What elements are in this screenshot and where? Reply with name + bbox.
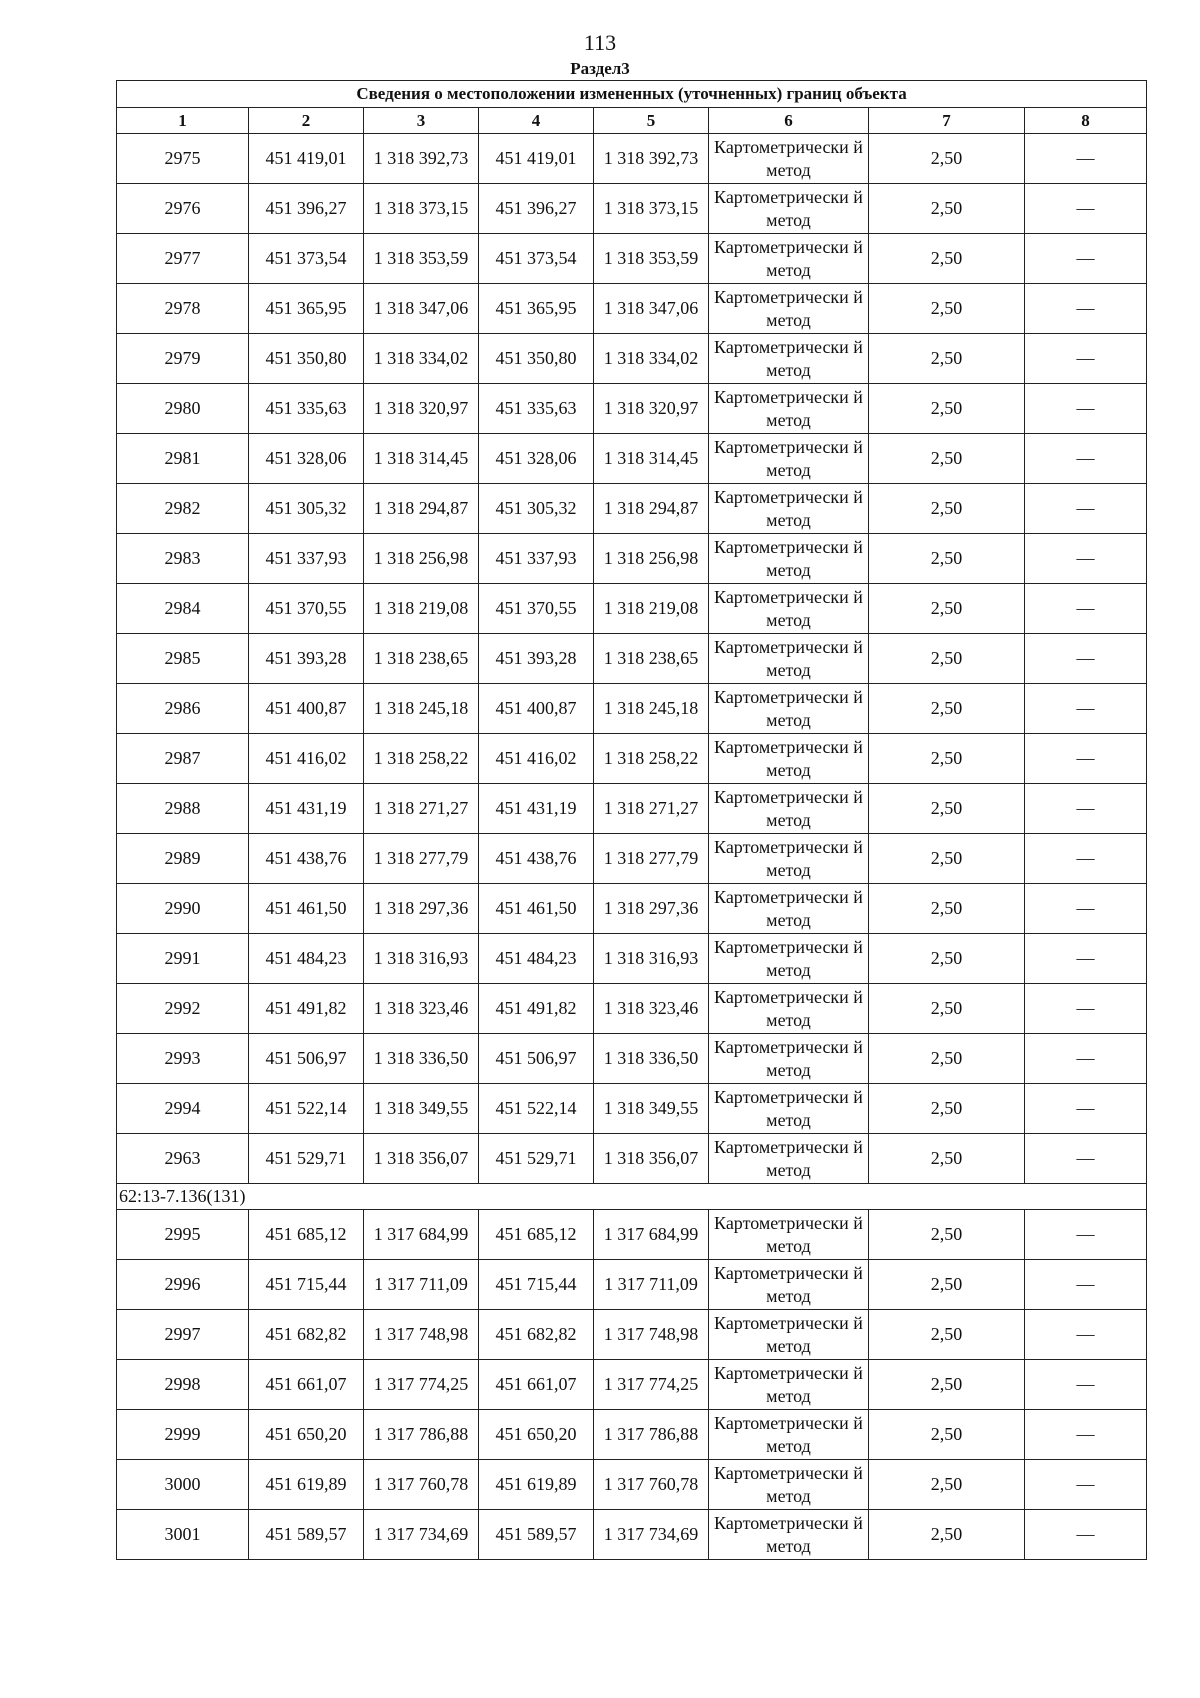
precision-cell: 2,50 <box>869 1410 1025 1460</box>
x-coordinate: 451 419,01 <box>249 134 364 184</box>
point-number: 2979 <box>117 334 249 384</box>
table-row <box>117 334 1147 384</box>
x-coordinate-new: 451 393,28 <box>479 634 594 684</box>
y-coordinate-new: 1 318 353,59 <box>594 234 709 284</box>
precision-cell: 2,50 <box>869 1260 1025 1310</box>
y-coordinate: 1 318 256,98 <box>364 534 479 584</box>
y-coordinate-new: 1 318 347,06 <box>594 284 709 334</box>
x-coordinate: 451 650,20 <box>249 1410 364 1460</box>
column-number: 7 <box>869 108 1025 134</box>
x-coordinate: 451 438,76 <box>249 834 364 884</box>
dash-cell: — <box>1025 484 1147 534</box>
x-coordinate-new: 451 438,76 <box>479 834 594 884</box>
dash-cell: — <box>1025 884 1147 934</box>
table-row <box>117 1134 1147 1184</box>
precision-cell: 2,50 <box>869 234 1025 284</box>
dash-cell: — <box>1025 1410 1147 1460</box>
dash-cell: — <box>1025 1360 1147 1410</box>
y-coordinate-new: 1 317 786,88 <box>594 1410 709 1460</box>
x-coordinate: 451 328,06 <box>249 434 364 484</box>
method-cell: Картометрически й метод <box>709 1034 869 1084</box>
dash-cell: — <box>1025 1310 1147 1360</box>
precision-cell: 2,50 <box>869 734 1025 784</box>
method-cell: Картометрически й метод <box>709 784 869 834</box>
point-number: 2982 <box>117 484 249 534</box>
x-coordinate-new: 451 365,95 <box>479 284 594 334</box>
table-row <box>117 984 1147 1034</box>
point-number: 2978 <box>117 284 249 334</box>
method-cell: Картометрически й метод <box>709 1460 869 1510</box>
precision-cell: 2,50 <box>869 1134 1025 1184</box>
dash-cell: — <box>1025 784 1147 834</box>
x-coordinate-new: 451 682,82 <box>479 1310 594 1360</box>
point-number: 2997 <box>117 1310 249 1360</box>
method-cell: Картометрически й метод <box>709 634 869 684</box>
x-coordinate: 451 461,50 <box>249 884 364 934</box>
y-coordinate: 1 318 258,22 <box>364 734 479 784</box>
point-number: 2994 <box>117 1084 249 1134</box>
method-cell: Картометрически й метод <box>709 584 869 634</box>
y-coordinate-new: 1 318 258,22 <box>594 734 709 784</box>
method-cell: Картометрически й метод <box>709 1360 869 1410</box>
method-cell: Картометрически й метод <box>709 934 869 984</box>
point-number: 2984 <box>117 584 249 634</box>
x-coordinate-new: 451 431,19 <box>479 784 594 834</box>
dash-cell: — <box>1025 534 1147 584</box>
table-row <box>117 1084 1147 1134</box>
table-row <box>117 284 1147 334</box>
group-label: 62:13-7.136(131) <box>117 1184 1147 1210</box>
y-coordinate-new: 1 318 316,93 <box>594 934 709 984</box>
x-coordinate: 451 416,02 <box>249 734 364 784</box>
dash-cell: — <box>1025 684 1147 734</box>
y-coordinate-new: 1 317 760,78 <box>594 1460 709 1510</box>
table-row <box>117 134 1147 184</box>
y-coordinate-new: 1 318 277,79 <box>594 834 709 884</box>
y-coordinate-new: 1 318 349,55 <box>594 1084 709 1134</box>
point-number: 2983 <box>117 534 249 584</box>
method-cell: Картометрически й метод <box>709 434 869 484</box>
dash-cell: — <box>1025 934 1147 984</box>
point-number: 2992 <box>117 984 249 1034</box>
method-cell: Картометрически й метод <box>709 1510 869 1560</box>
y-coordinate: 1 318 297,36 <box>364 884 479 934</box>
precision-cell: 2,50 <box>869 134 1025 184</box>
point-number: 2963 <box>117 1134 249 1184</box>
section-title: Раздел3 <box>570 59 630 78</box>
y-coordinate-new: 1 318 271,27 <box>594 784 709 834</box>
y-coordinate: 1 317 748,98 <box>364 1310 479 1360</box>
table-row <box>117 834 1147 884</box>
x-coordinate: 451 350,80 <box>249 334 364 384</box>
y-coordinate-new: 1 318 294,87 <box>594 484 709 534</box>
method-cell: Картометрически й метод <box>709 1310 869 1360</box>
column-number: 1 <box>117 108 249 134</box>
y-coordinate: 1 318 392,73 <box>364 134 479 184</box>
table-row <box>117 434 1147 484</box>
precision-cell: 2,50 <box>869 934 1025 984</box>
precision-cell: 2,50 <box>869 584 1025 634</box>
x-coordinate-new: 451 400,87 <box>479 684 594 734</box>
y-coordinate: 1 318 334,02 <box>364 334 479 384</box>
point-number: 2991 <box>117 934 249 984</box>
dash-cell: — <box>1025 334 1147 384</box>
table-row <box>117 384 1147 434</box>
table-row <box>117 684 1147 734</box>
dash-cell: — <box>1025 184 1147 234</box>
y-coordinate-new: 1 317 711,09 <box>594 1260 709 1310</box>
column-number: 5 <box>594 108 709 134</box>
x-coordinate-new: 451 370,55 <box>479 584 594 634</box>
method-cell: Картометрически й метод <box>709 1084 869 1134</box>
precision-cell: 2,50 <box>869 284 1025 334</box>
y-coordinate: 1 318 245,18 <box>364 684 479 734</box>
table-row <box>117 1510 1147 1560</box>
table-row <box>117 1410 1147 1460</box>
column-number: 3 <box>364 108 479 134</box>
x-coordinate-new: 451 416,02 <box>479 734 594 784</box>
y-coordinate: 1 317 734,69 <box>364 1510 479 1560</box>
precision-cell: 2,50 <box>869 1310 1025 1360</box>
point-number: 2976 <box>117 184 249 234</box>
precision-cell: 2,50 <box>869 984 1025 1034</box>
x-coordinate-new: 451 350,80 <box>479 334 594 384</box>
y-coordinate-new: 1 318 219,08 <box>594 584 709 634</box>
precision-cell: 2,50 <box>869 784 1025 834</box>
table-row <box>117 584 1147 634</box>
precision-cell: 2,50 <box>869 1460 1025 1510</box>
method-cell: Картометрически й метод <box>709 1260 869 1310</box>
page-number: 113 <box>583 30 617 55</box>
dash-cell: — <box>1025 734 1147 784</box>
point-number: 2987 <box>117 734 249 784</box>
x-coordinate-new: 451 461,50 <box>479 884 594 934</box>
point-number: 2998 <box>117 1360 249 1410</box>
method-cell: Картометрически й метод <box>709 884 869 934</box>
x-coordinate-new: 451 589,57 <box>479 1510 594 1560</box>
precision-cell: 2,50 <box>869 834 1025 884</box>
method-cell: Картометрически й метод <box>709 334 869 384</box>
y-coordinate: 1 318 373,15 <box>364 184 479 234</box>
x-coordinate-new: 451 484,23 <box>479 934 594 984</box>
point-number: 2977 <box>117 234 249 284</box>
precision-cell: 2,50 <box>869 684 1025 734</box>
x-coordinate: 451 491,82 <box>249 984 364 1034</box>
dash-cell: — <box>1025 1034 1147 1084</box>
group-row <box>117 1184 1147 1210</box>
x-coordinate: 451 337,93 <box>249 534 364 584</box>
y-coordinate-new: 1 317 748,98 <box>594 1310 709 1360</box>
y-coordinate-new: 1 318 373,15 <box>594 184 709 234</box>
method-cell: Картометрически й метод <box>709 734 869 784</box>
column-number: 8 <box>1025 108 1147 134</box>
x-coordinate-new: 451 685,12 <box>479 1210 594 1260</box>
x-coordinate: 451 484,23 <box>249 934 364 984</box>
y-coordinate: 1 318 323,46 <box>364 984 479 1034</box>
y-coordinate-new: 1 318 245,18 <box>594 684 709 734</box>
y-coordinate: 1 318 219,08 <box>364 584 479 634</box>
table-row <box>117 234 1147 284</box>
y-coordinate-new: 1 318 356,07 <box>594 1134 709 1184</box>
method-cell: Картометрически й метод <box>709 984 869 1034</box>
method-cell: Картометрически й метод <box>709 1410 869 1460</box>
y-coordinate-new: 1 318 256,98 <box>594 534 709 584</box>
y-coordinate-new: 1 318 392,73 <box>594 134 709 184</box>
dash-cell: — <box>1025 1260 1147 1310</box>
dash-cell: — <box>1025 234 1147 284</box>
table-row <box>117 1360 1147 1410</box>
precision-cell: 2,50 <box>869 334 1025 384</box>
column-number-row <box>117 108 1147 134</box>
y-coordinate-new: 1 318 334,02 <box>594 334 709 384</box>
x-coordinate: 451 335,63 <box>249 384 364 434</box>
dash-cell: — <box>1025 1084 1147 1134</box>
dash-cell: — <box>1025 384 1147 434</box>
method-cell: Картометрически й метод <box>709 1134 869 1184</box>
precision-cell: 2,50 <box>869 634 1025 684</box>
table-row <box>117 884 1147 934</box>
x-coordinate: 451 589,57 <box>249 1510 364 1560</box>
x-coordinate: 451 370,55 <box>249 584 364 634</box>
precision-cell: 2,50 <box>869 1360 1025 1410</box>
point-number: 2981 <box>117 434 249 484</box>
point-number: 2995 <box>117 1210 249 1260</box>
x-coordinate-new: 451 373,54 <box>479 234 594 284</box>
y-coordinate: 1 318 314,45 <box>364 434 479 484</box>
table-title: Сведения о местоположении измененных (уточненных) границ объекта <box>117 81 1147 108</box>
y-coordinate-new: 1 318 297,36 <box>594 884 709 934</box>
table-row <box>117 784 1147 834</box>
method-cell: Картометрически й метод <box>709 1210 869 1260</box>
precision-cell: 2,50 <box>869 484 1025 534</box>
x-coordinate: 451 661,07 <box>249 1360 364 1410</box>
y-coordinate: 1 318 294,87 <box>364 484 479 534</box>
x-coordinate: 451 373,54 <box>249 234 364 284</box>
point-number: 2999 <box>117 1410 249 1460</box>
dash-cell: — <box>1025 434 1147 484</box>
x-coordinate-new: 451 337,93 <box>479 534 594 584</box>
point-number: 3000 <box>117 1460 249 1510</box>
point-number: 2996 <box>117 1260 249 1310</box>
table-row <box>117 1460 1147 1510</box>
method-cell: Картометрически й метод <box>709 534 869 584</box>
y-coordinate: 1 317 760,78 <box>364 1460 479 1510</box>
y-coordinate: 1 318 238,65 <box>364 634 479 684</box>
method-cell: Картометрически й метод <box>709 484 869 534</box>
x-coordinate-new: 451 619,89 <box>479 1460 594 1510</box>
x-coordinate-new: 451 335,63 <box>479 384 594 434</box>
table-row <box>117 484 1147 534</box>
x-coordinate-new: 451 305,32 <box>479 484 594 534</box>
dash-cell: — <box>1025 284 1147 334</box>
point-number: 2986 <box>117 684 249 734</box>
x-coordinate-new: 451 506,97 <box>479 1034 594 1084</box>
y-coordinate: 1 318 353,59 <box>364 234 479 284</box>
precision-cell: 2,50 <box>869 1084 1025 1134</box>
x-coordinate-new: 451 529,71 <box>479 1134 594 1184</box>
y-coordinate: 1 318 349,55 <box>364 1084 479 1134</box>
y-coordinate-new: 1 318 336,50 <box>594 1034 709 1084</box>
x-coordinate: 451 393,28 <box>249 634 364 684</box>
column-number: 6 <box>709 108 869 134</box>
point-number: 2975 <box>117 134 249 184</box>
dash-cell: — <box>1025 1210 1147 1260</box>
table-row <box>117 1034 1147 1084</box>
y-coordinate-new: 1 317 774,25 <box>594 1360 709 1410</box>
precision-cell: 2,50 <box>869 1034 1025 1084</box>
method-cell: Картометрически й метод <box>709 134 869 184</box>
point-number: 2988 <box>117 784 249 834</box>
y-coordinate: 1 318 277,79 <box>364 834 479 884</box>
method-cell: Картометрически й метод <box>709 284 869 334</box>
precision-cell: 2,50 <box>869 884 1025 934</box>
table-row <box>117 1310 1147 1360</box>
point-number: 2990 <box>117 884 249 934</box>
table-row <box>117 184 1147 234</box>
method-cell: Картометрически й метод <box>709 184 869 234</box>
point-number: 2993 <box>117 1034 249 1084</box>
y-coordinate-new: 1 317 734,69 <box>594 1510 709 1560</box>
precision-cell: 2,50 <box>869 384 1025 434</box>
dash-cell: — <box>1025 1510 1147 1560</box>
y-coordinate: 1 317 786,88 <box>364 1410 479 1460</box>
precision-cell: 2,50 <box>869 434 1025 484</box>
x-coordinate: 451 522,14 <box>249 1084 364 1134</box>
y-coordinate-new: 1 318 314,45 <box>594 434 709 484</box>
method-cell: Картометрически й метод <box>709 684 869 734</box>
y-coordinate: 1 318 336,50 <box>364 1034 479 1084</box>
x-coordinate-new: 451 491,82 <box>479 984 594 1034</box>
dash-cell: — <box>1025 1134 1147 1184</box>
x-coordinate: 451 619,89 <box>249 1460 364 1510</box>
point-number: 2989 <box>117 834 249 884</box>
y-coordinate: 1 318 320,97 <box>364 384 479 434</box>
x-coordinate: 451 431,19 <box>249 784 364 834</box>
y-coordinate-new: 1 318 238,65 <box>594 634 709 684</box>
x-coordinate-new: 451 419,01 <box>479 134 594 184</box>
table-row <box>117 934 1147 984</box>
x-coordinate: 451 365,95 <box>249 284 364 334</box>
x-coordinate: 451 682,82 <box>249 1310 364 1360</box>
method-cell: Картометрически й метод <box>709 834 869 884</box>
table-row <box>117 534 1147 584</box>
point-number: 3001 <box>117 1510 249 1560</box>
x-coordinate-new: 451 522,14 <box>479 1084 594 1134</box>
point-number: 2980 <box>117 384 249 434</box>
y-coordinate-new: 1 318 320,97 <box>594 384 709 434</box>
precision-cell: 2,50 <box>869 184 1025 234</box>
x-coordinate-new: 451 661,07 <box>479 1360 594 1410</box>
x-coordinate: 451 396,27 <box>249 184 364 234</box>
x-coordinate-new: 451 396,27 <box>479 184 594 234</box>
x-coordinate: 451 685,12 <box>249 1210 364 1260</box>
precision-cell: 2,50 <box>869 1510 1025 1560</box>
dash-cell: — <box>1025 834 1147 884</box>
dash-cell: — <box>1025 984 1147 1034</box>
table-row <box>117 634 1147 684</box>
precision-cell: 2,50 <box>869 1210 1025 1260</box>
table-row <box>117 1210 1147 1260</box>
method-cell: Картометрически й метод <box>709 384 869 434</box>
y-coordinate-new: 1 317 684,99 <box>594 1210 709 1260</box>
x-coordinate: 451 529,71 <box>249 1134 364 1184</box>
coordinates-table <box>116 80 1147 1560</box>
x-coordinate: 451 400,87 <box>249 684 364 734</box>
table-row <box>117 734 1147 784</box>
dash-cell: — <box>1025 634 1147 684</box>
method-cell: Картометрически й метод <box>709 234 869 284</box>
y-coordinate: 1 318 316,93 <box>364 934 479 984</box>
x-coordinate: 451 715,44 <box>249 1260 364 1310</box>
y-coordinate: 1 317 684,99 <box>364 1210 479 1260</box>
dash-cell: — <box>1025 1460 1147 1510</box>
x-coordinate-new: 451 650,20 <box>479 1410 594 1460</box>
column-number: 2 <box>249 108 364 134</box>
x-coordinate-new: 451 328,06 <box>479 434 594 484</box>
y-coordinate: 1 318 271,27 <box>364 784 479 834</box>
y-coordinate-new: 1 318 323,46 <box>594 984 709 1034</box>
y-coordinate: 1 318 356,07 <box>364 1134 479 1184</box>
point-number: 2985 <box>117 634 249 684</box>
y-coordinate: 1 317 774,25 <box>364 1360 479 1410</box>
x-coordinate-new: 451 715,44 <box>479 1260 594 1310</box>
table-row <box>117 1260 1147 1310</box>
x-coordinate: 451 506,97 <box>249 1034 364 1084</box>
dash-cell: — <box>1025 134 1147 184</box>
y-coordinate: 1 318 347,06 <box>364 284 479 334</box>
column-number: 4 <box>479 108 594 134</box>
dash-cell: — <box>1025 584 1147 634</box>
table-body <box>117 134 1147 1560</box>
y-coordinate: 1 317 711,09 <box>364 1260 479 1310</box>
x-coordinate: 451 305,32 <box>249 484 364 534</box>
precision-cell: 2,50 <box>869 534 1025 584</box>
